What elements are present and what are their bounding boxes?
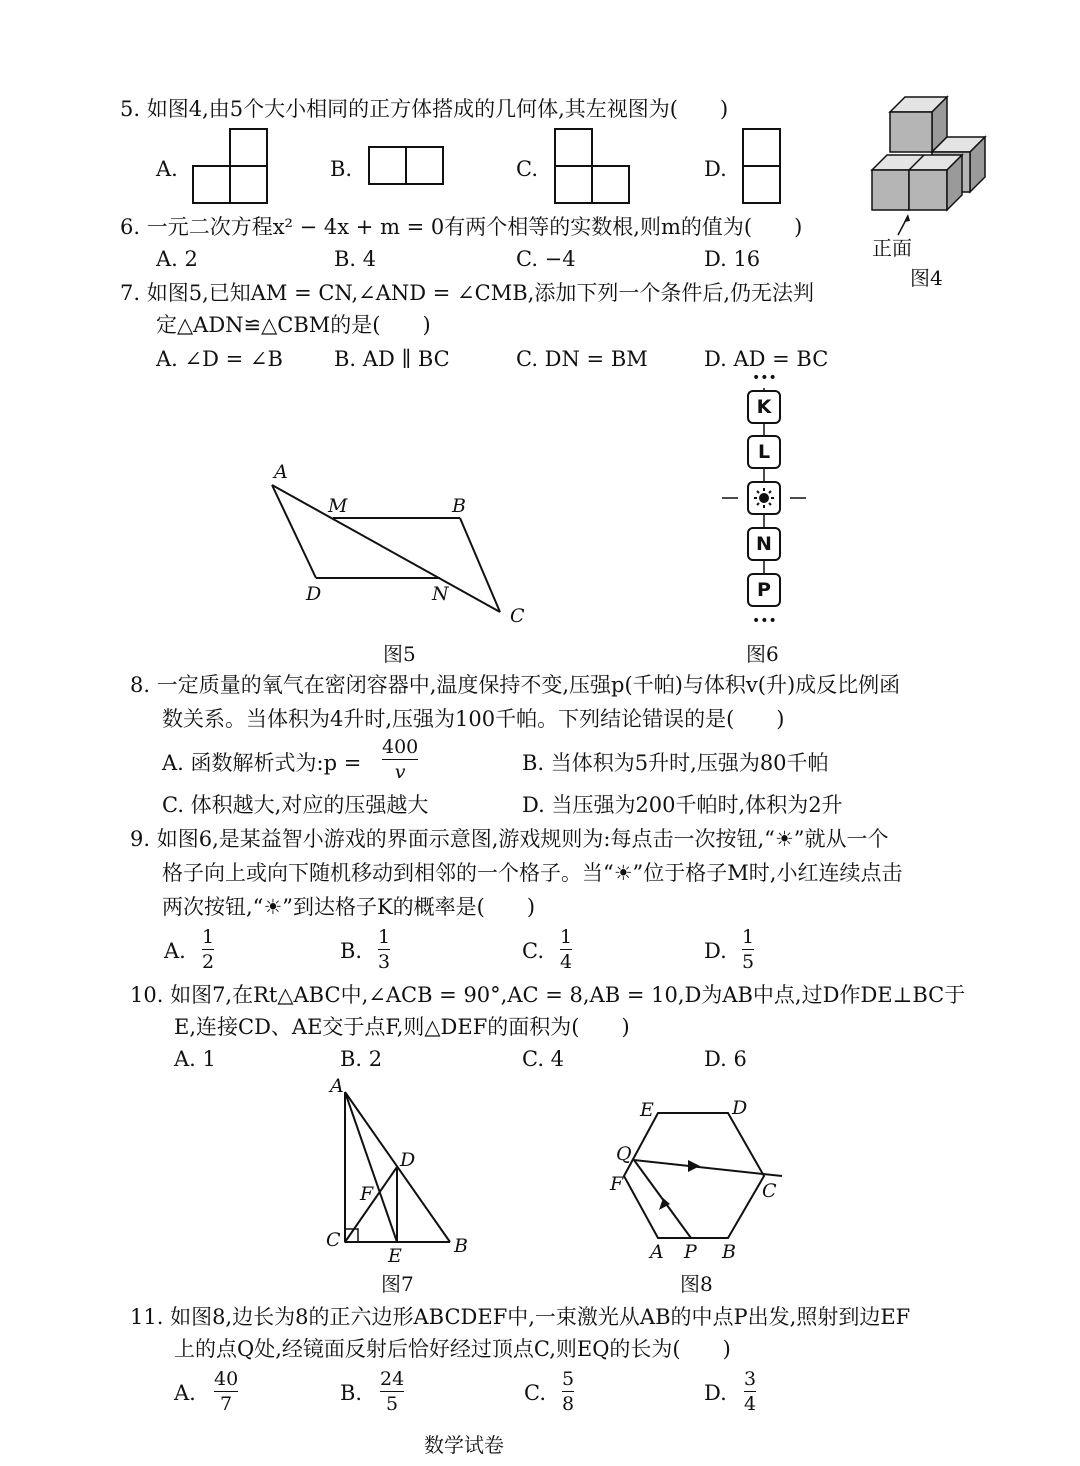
figure-6-dots-bottom: ••• [752, 613, 777, 629]
laser-arrow-right-icon [688, 1160, 700, 1172]
fig7-label-c: C [326, 1229, 341, 1251]
q11-option-d-den: 4 [744, 1393, 757, 1415]
game-key-k: K [747, 390, 781, 424]
q5-text: 5. 如图4,由5个大小相同的正方体搭成的几何体,其左视图为( ) [120, 97, 729, 121]
fig8-label-a: A [650, 1241, 664, 1263]
q10-option-d: D. 6 [704, 1047, 747, 1071]
fig5-label-n: N [432, 583, 449, 605]
q10-option-a: A. 1 [174, 1047, 216, 1071]
q7-option-b: B. AD ∥ BC [334, 347, 450, 371]
q9-option-a-label: A. [164, 939, 186, 963]
q11-option-c-num: 5 [562, 1368, 575, 1390]
q6-text: 6. 一元二次方程x² − 4x + m = 0有两个相等的实数根,则m的值为( ) [120, 215, 803, 239]
q5-option-d-label: D. [704, 157, 727, 181]
fig7-label-a: A [330, 1075, 344, 1097]
q10-text-line1: 10. 如图7,在Rt△ABC中,∠ACB = 90°,AC = 8,AB = 10,D为AB中点,过D作DE⊥BC于 [130, 983, 966, 1007]
q9-option-d-num: 1 [742, 926, 755, 948]
q11-option-a-label: A. [174, 1381, 196, 1405]
fig5-label-m: M [328, 495, 348, 517]
q9-option-d-den: 5 [742, 951, 755, 973]
q9-option-c-label: C. [522, 939, 544, 963]
q5-option-b-label: B. [330, 157, 353, 181]
q9-option-d-label: D. [704, 939, 727, 963]
q8-option-a-numerator: 400 [382, 736, 419, 758]
fig7-label-f: F [360, 1183, 374, 1205]
q9-option-c-den: 4 [560, 951, 573, 973]
q6-option-d: D. 16 [704, 247, 761, 271]
fig5-label-d: D [306, 583, 322, 605]
q6-option-c: C. −4 [516, 247, 576, 271]
figure-4-front-label: 正面 [872, 236, 912, 260]
figure-6-dots-top: ••• [752, 370, 777, 386]
q9-text-line2: 格子向上或向下随机移动到相邻的一个格子。当“☀”位于格子M时,小红连续点击 [162, 861, 903, 885]
fig8-label-e: E [640, 1099, 654, 1121]
q11-text-line2: 上的点Q处,经镜面反射后恰好经过顶点C,则EQ的长为( ) [174, 1337, 731, 1361]
q11-option-d-label: D. [704, 1381, 727, 1405]
q11-option-a-fraction [214, 1368, 238, 1415]
figure-4-caption: 图4 [910, 266, 943, 290]
q11-option-a-num: 40 [214, 1368, 239, 1390]
q8-text-line1: 8. 一定质量的氧气在密闭容器中,温度保持不变,压强p(千帕)与体积v(升)成反比例函 [130, 673, 901, 697]
figure-6-caption: 图6 [746, 642, 779, 666]
q9-option-b-den: 3 [378, 951, 391, 973]
q8-option-a-denominator: v [394, 761, 406, 783]
q9-option-a-num: 1 [202, 926, 215, 948]
figure-7-caption: 图7 [381, 1272, 414, 1296]
figure-8-caption: 图8 [680, 1272, 713, 1296]
q7-option-c: C. DN = BM [516, 347, 648, 371]
q11-option-b-label: B. [340, 1381, 363, 1405]
q11-option-c-label: C. [524, 1381, 546, 1405]
q11-option-c-den: 8 [562, 1393, 575, 1415]
fig8-label-p: P [684, 1241, 697, 1263]
fig5-label-c: C [510, 605, 525, 627]
footer-title: 数学试卷 [424, 1433, 504, 1457]
fig8-label-q: Q [616, 1143, 632, 1165]
fig5-label-b: B [452, 495, 466, 517]
q11-option-c-fraction [562, 1368, 574, 1415]
q6-option-b: B. 4 [334, 247, 377, 271]
fig5-label-a: A [274, 461, 288, 483]
figure-5-caption: 图5 [383, 642, 416, 666]
fig7-label-e: E [388, 1245, 402, 1267]
q9-option-c-num: 1 [560, 926, 573, 948]
q10-text-line2: E,连接CD、AE交于点F,则△DEF的面积为( ) [174, 1015, 630, 1039]
fig8-label-d: D [732, 1097, 748, 1119]
q9-option-b-label: B. [340, 939, 363, 963]
q10-option-c: C. 4 [522, 1047, 565, 1071]
q7-text-line2: 定△ADN≌△CBM的是( ) [156, 313, 431, 337]
q11-option-d-fraction [744, 1368, 756, 1415]
game-key-l: L [747, 435, 781, 469]
q8-option-c: C. 体积越大,对应的压强越大 [162, 793, 429, 817]
fig8-label-f: F [610, 1173, 624, 1195]
fig7-label-d: D [400, 1149, 416, 1171]
q8-option-a: A. 函数解析式为:p = [162, 751, 362, 775]
q9-text-line3: 两次按钮,“☀”到达格子K的概率是( ) [162, 895, 536, 919]
q11-option-a-den: 7 [220, 1393, 233, 1415]
q8-option-d: D. 当压强为200千帕时,体积为2升 [522, 793, 843, 817]
q7-option-a: A. ∠D = ∠B [156, 347, 283, 371]
q11-option-b-fraction [380, 1368, 404, 1415]
q10-option-b: B. 2 [340, 1047, 383, 1071]
q5-option-c-label: C. [516, 157, 538, 181]
q11-option-d-num: 3 [744, 1368, 757, 1390]
q9-text-line1: 9. 如图6,是某益智小游戏的界面示意图,游戏规则为:每点击一次按钮,“☀”就从一个 [130, 827, 889, 851]
game-key-n: N [747, 527, 781, 561]
q7-option-d: D. AD = BC [704, 347, 829, 371]
fig7-label-b: B [454, 1235, 468, 1257]
q8-text-line2: 数关系。当体积为4升时,压强为100千帕。下列结论错误的是( ) [162, 707, 785, 731]
fig8-label-b: B [722, 1241, 736, 1263]
game-key-p: P [747, 573, 781, 607]
q11-option-b-den: 5 [386, 1393, 399, 1415]
q9-option-a-den: 2 [202, 951, 215, 973]
q5-option-a-label: A. [156, 157, 178, 181]
q7-text-line1: 7. 如图5,已知AM = CN,∠AND = ∠CMB,添加下列一个条件后,仍无法判 [120, 281, 815, 305]
q11-option-b-num: 24 [380, 1368, 405, 1390]
q9-option-b-num: 1 [378, 926, 391, 948]
q11-text-line1: 11. 如图8,边长为8的正六边形ABCDEF中,一束激光从AB的中点P出发,照射到边EF [130, 1305, 911, 1329]
fig8-label-c: C [762, 1180, 777, 1202]
q8-option-b: B. 当体积为5升时,压强为80千帕 [522, 751, 829, 775]
q6-option-a: A. 2 [156, 247, 198, 271]
